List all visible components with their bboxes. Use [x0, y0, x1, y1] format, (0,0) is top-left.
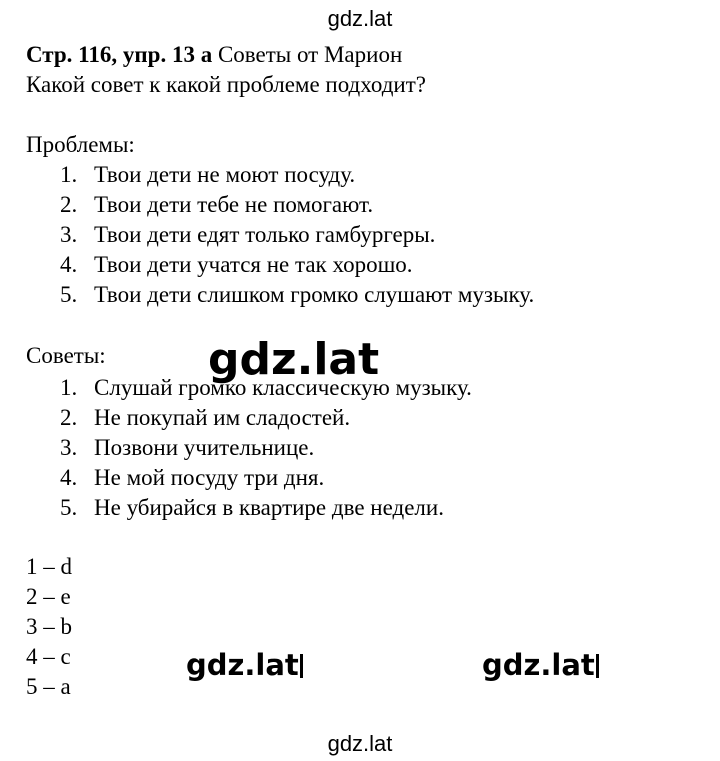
item-text: Слушай громко классическую музыку. [94, 375, 472, 400]
item-number: 2. [60, 192, 78, 217]
item-number: 5. [60, 495, 78, 520]
item-number: 4. [60, 252, 78, 277]
watermark-text: gdz.lat [186, 648, 299, 682]
item-number: 3. [60, 222, 78, 247]
exercise-topic: Советы от Марион [212, 42, 403, 67]
list-item [60, 403, 472, 433]
cursor-bar [300, 654, 303, 678]
advices-list [60, 373, 472, 523]
answer-item: 3 – b [26, 614, 72, 639]
answer-item: 4 – c [26, 644, 71, 669]
item-text: Твои дети учатся не так хорошо. [94, 252, 413, 277]
watermark-middle-right [482, 648, 599, 682]
exercise-question: Какой совет к какой проблеме подходит? [26, 72, 426, 97]
answer-item: 5 – a [26, 674, 71, 699]
item-text: Твои дети слишком громко слушают музыку. [94, 282, 535, 307]
list-item [60, 220, 534, 250]
list-item [60, 190, 534, 220]
list-item [60, 433, 472, 463]
list-item [60, 160, 534, 190]
list-item [60, 463, 472, 493]
answers-list [26, 552, 72, 702]
item-text: Твои дети тебе не помогают. [94, 192, 374, 217]
list-item [60, 280, 534, 310]
watermark-bottom: gdz.lat [327, 731, 393, 756]
problems-heading: Проблемы: [26, 132, 135, 157]
item-text: Твои дети не моют посуду. [94, 162, 356, 187]
item-number: 4. [60, 465, 78, 490]
advices-heading: Советы: [26, 343, 106, 368]
problems-list [60, 160, 534, 310]
answer-item: 1 – d [26, 554, 72, 579]
item-number: 3. [60, 435, 78, 460]
item-text: Твои дети едят только гамбургеры. [94, 222, 436, 247]
answer-item: 2 – e [26, 584, 71, 609]
item-number: 5. [60, 282, 78, 307]
cursor-bar [596, 654, 599, 678]
exercise-title [26, 40, 402, 70]
exercise-reference: Стр. 116, упр. 13 а [26, 42, 213, 67]
watermark-middle-left [186, 648, 303, 682]
list-item [60, 250, 534, 280]
watermark-top: gdz.lat [327, 6, 393, 31]
item-text: Позвони учительнице. [94, 435, 315, 460]
watermark-text: gdz.lat [482, 648, 595, 682]
item-number: 2. [60, 405, 78, 430]
item-text: Не мой посуду три дня. [94, 465, 325, 490]
list-item [60, 493, 472, 523]
watermark-large: gdz.lat [208, 334, 380, 385]
item-number: 1. [60, 162, 78, 187]
item-text: Не покупай им сладостей. [94, 405, 351, 430]
item-number: 1. [60, 375, 78, 400]
item-text: Не убирайся в квартире две недели. [94, 495, 444, 520]
